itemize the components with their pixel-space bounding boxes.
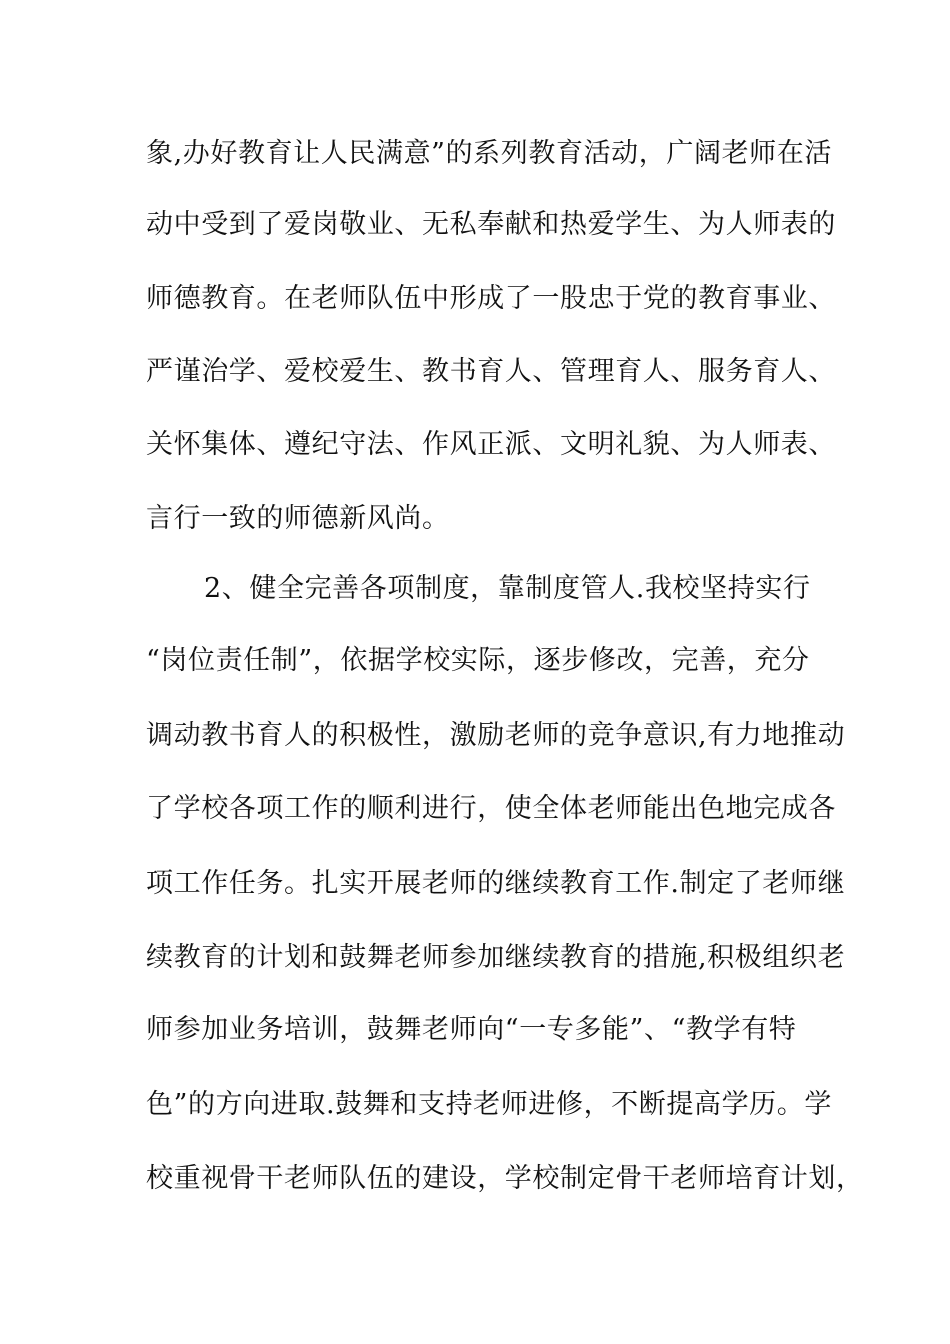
text-line: 关怀集体、遵纪守法、作风正派、文明礼貌、为人师表、 — [146, 429, 836, 460]
text-line: 续教育的计划和鼓舞老师参加继续教育的措施,积极组织老 — [146, 942, 846, 973]
text-line: 师参加业务培训，鼓舞老师向“一专多能”、“教学有特 — [146, 1014, 797, 1045]
text-line: 动中受到了爱岗敬业、无私奉献和热爱学生、为人师表的 — [146, 209, 836, 240]
text-line: 色”的方向进取.鼓舞和支持老师进修，不断提高学历。学 — [146, 1089, 832, 1120]
text-line: 象,办好教育让人民满意”的系列教育活动，广阔老师在活 — [146, 138, 832, 169]
text-line: “岗位责任制”，依据学校实际，逐步修改，完善，充分 — [146, 645, 810, 676]
text-line: 严谨治学、爱校爱生、教书育人、管理育人、服务育人、 — [146, 356, 836, 387]
text-line: 了学校各项工作的顺利进行，使全体老师能出色地完成各 — [146, 793, 836, 824]
text-line: 2、健全完善各项制度，靠制度管人.我校坚持实行 — [204, 573, 811, 604]
text-line: 项工作任务。扎实开展老师的继续教育工作.制定了老师继 — [146, 868, 846, 899]
text-line: 校重视骨干老师队伍的建设，学校制定骨干老师培育计划， — [146, 1163, 864, 1194]
text-line: 言行一致的师德新风尚。 — [146, 503, 450, 534]
text-line: 师德教育。在老师队伍中形成了一股忠于党的教育事业、 — [146, 283, 836, 314]
text-line: 调动教书育人的积极性，激励老师的竞争意识,有力地推动 — [146, 720, 846, 751]
